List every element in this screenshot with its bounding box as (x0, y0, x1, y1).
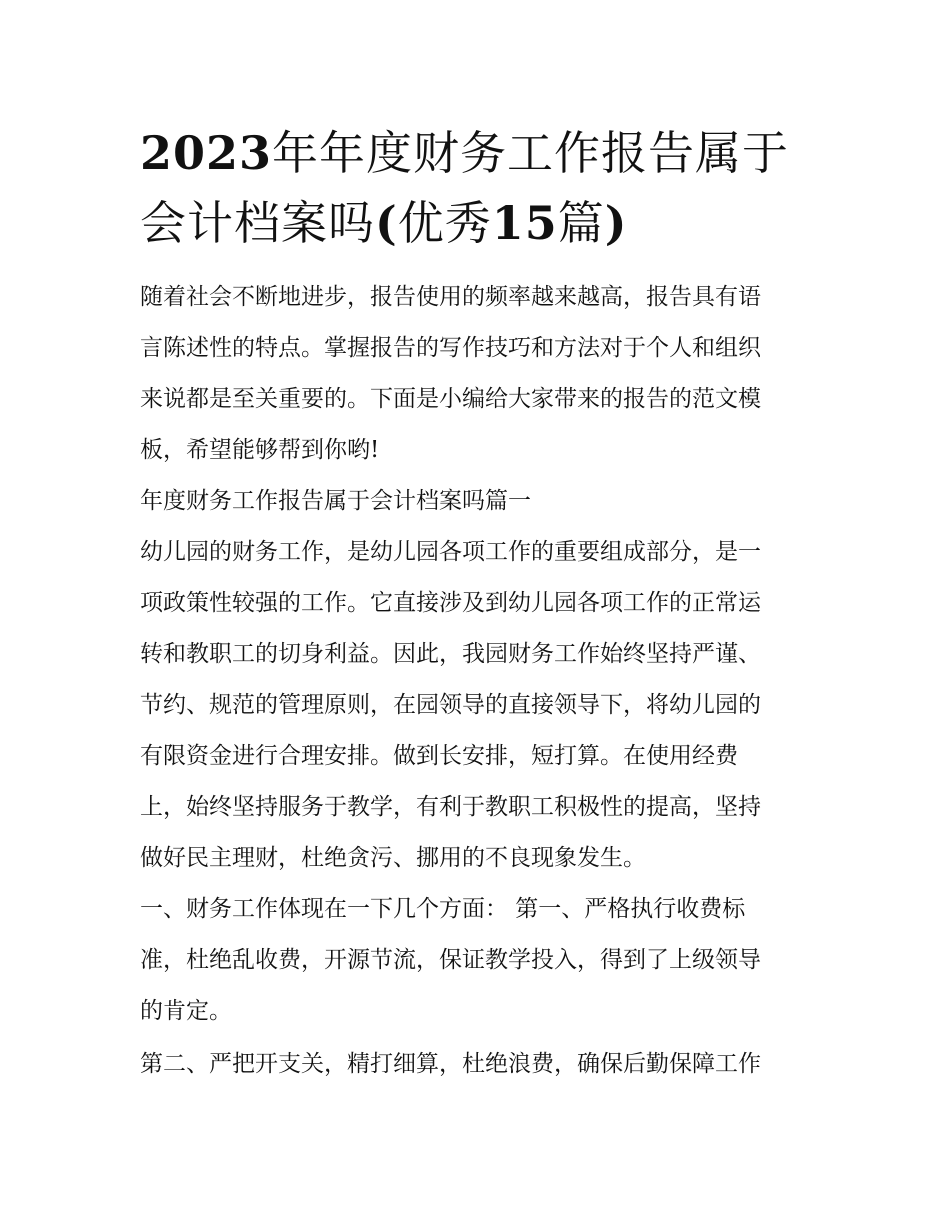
intro-line: 随着社会不断地进步，报告使用的频率越来越高，报告具有语 (140, 284, 761, 310)
title-text: 年年度财务工作报告属于 (272, 126, 790, 180)
title-paren-close: ) (604, 196, 628, 250)
intro-line: 言陈述性的特点。掌握报告的写作技巧和方法对于个人和组织 (140, 335, 761, 361)
paragraph-line: 项政策性较强的工作。它直接涉及到幼儿园各项工作的正常运 (140, 590, 761, 616)
section-heading: 年度财务工作报告属于会计档案吗篇一 (140, 488, 531, 514)
title-line-2 (140, 188, 820, 258)
intro-line: 来说都是至关重要的。下面是小编给大家带来的报告的范文模 (140, 386, 761, 412)
intro-line: 板，希望能够帮到你哟! (140, 437, 380, 463)
title-year: 2023 (140, 126, 273, 180)
title-text: 篇 (557, 196, 605, 250)
paragraph-line: 幼儿园的财务工作，是幼儿园各项工作的重要组成部分，是一 (140, 539, 761, 565)
paragraph-line: 准，杜绝乱收费，开源节流，保证教学投入，得到了上级领导 (140, 947, 761, 973)
paragraph-line: 的肯定。 (140, 998, 232, 1024)
title-paren-open: ( (375, 196, 398, 250)
title-count: 15 (491, 196, 558, 250)
paragraph-line: 做好民主理财，杜绝贪污、挪用的不良现象发生。 (140, 845, 646, 871)
title-text: 优秀 (397, 196, 492, 250)
title-line-1 (140, 118, 820, 188)
paragraph-line: 转和教职工的切身利益。因此，我园财务工作始终坚持严谨、 (140, 641, 761, 667)
paragraph-line: 有限资金进行合理安排。做到长安排，短打算。在使用经费 (140, 743, 738, 769)
title-text: 会计档案吗 (140, 196, 375, 250)
document-title (140, 118, 820, 258)
paragraph-line: 上，始终坚持服务于教学，有利于教职工积极性的提高，坚持 (140, 794, 761, 820)
paragraph-line: 第二、严把开支关，精打细算，杜绝浪费，确保后勤保障工作 (140, 1051, 761, 1077)
document-body (140, 272, 820, 1090)
paragraph-line: 节约、规范的管理原则，在园领导的直接领导下，将幼儿园的 (140, 692, 761, 718)
paragraph-line: 一、财务工作体现在一下几个方面： 第一、严格执行收费标 (140, 896, 746, 922)
